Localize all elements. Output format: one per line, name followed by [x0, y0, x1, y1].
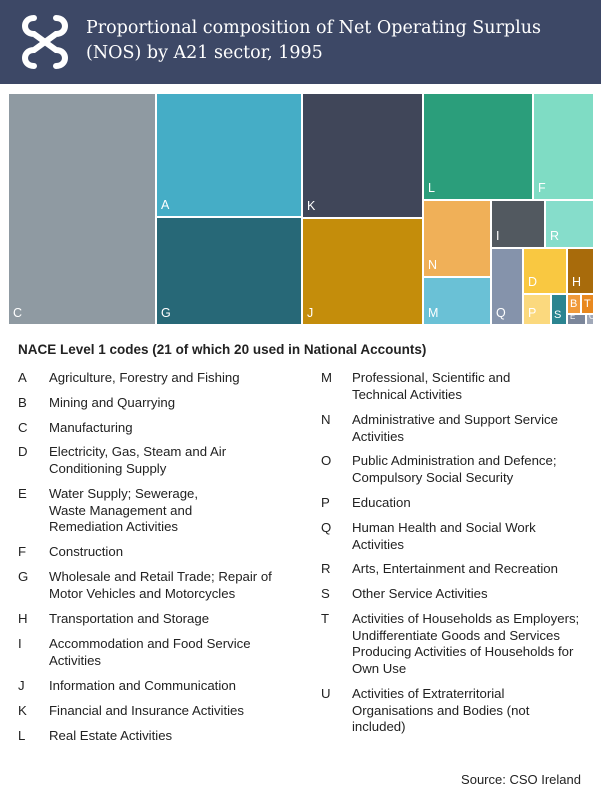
legend-item: [18, 703, 308, 728]
legend-desc: Information and Communication: [49, 678, 236, 693]
treemap-tile-e: [567, 314, 586, 325]
treemap-tile-d: [523, 248, 567, 294]
treemap-chart: [8, 93, 594, 325]
legend-desc: Education: [352, 495, 411, 510]
tile-label: H: [572, 275, 582, 289]
legend-code: B: [18, 395, 27, 410]
legend-item: [321, 561, 591, 586]
legend-code: N: [321, 412, 331, 427]
treemap-tile-l: [423, 93, 533, 200]
treemap-tile-r: [545, 200, 594, 248]
legend-item: [18, 569, 308, 611]
legend-desc: Mining and Quarrying: [49, 395, 176, 410]
header: [0, 0, 601, 84]
tile-label: O: [589, 312, 596, 321]
tile-label: F: [538, 181, 546, 195]
tile-label: L: [428, 181, 435, 195]
legend-code: M: [321, 370, 332, 385]
tile-label: G: [161, 306, 171, 320]
treemap-tile-c: [8, 93, 156, 325]
legend-desc: Arts, Entertainment and Recreation: [352, 561, 558, 576]
legend-title: NACE Level 1 codes (21 of which 20 used in National Accounts): [18, 342, 427, 357]
treemap-tile-g: [156, 217, 302, 325]
tile-label: I: [496, 229, 500, 243]
legend-desc: Water Supply; Sewerage, Waste Management and Remediation Activities: [49, 486, 199, 534]
legend-code: L: [18, 728, 26, 743]
legend-code: D: [18, 444, 28, 459]
legend-code: R: [321, 561, 331, 576]
legend-code: S: [321, 586, 330, 601]
cso-logo-icon: [18, 12, 72, 72]
legend-desc: Accommodation and Food Service Activities: [49, 636, 251, 668]
treemap-tile-s: [551, 294, 567, 325]
tile-label: Q: [496, 306, 506, 320]
treemap-tile-p: [523, 294, 551, 325]
legend-code: O: [321, 453, 332, 468]
legend-desc: Administrative and Support Service Activities: [352, 412, 558, 444]
legend-item: [18, 636, 308, 678]
legend-desc: Construction: [49, 544, 124, 559]
tile-label: N: [428, 258, 438, 272]
treemap-tile-j: [302, 218, 423, 325]
legend-code: H: [18, 611, 28, 626]
legend-desc: Activities of Households as Employers; Undifferentiate Goods and Services Producing Activities of Households for Own Use: [352, 611, 580, 676]
treemap-tile-k: [302, 93, 423, 218]
tile-label: K: [307, 199, 316, 213]
treemap-tile-m: [423, 277, 491, 325]
legend-item: [321, 520, 591, 561]
legend-desc: Public Administration and Defence; Compulsory Social Security: [352, 453, 557, 485]
legend-desc: Manufacturing: [49, 420, 133, 435]
legend-desc: Activities of Extraterritorial Organisations and Bodies (not included): [352, 686, 530, 734]
treemap-tile-i: [491, 200, 545, 248]
legend-code: A: [18, 370, 27, 385]
legend-item: [18, 395, 308, 420]
legend-desc: Professional, Scientific and Technical Activities: [352, 370, 511, 402]
tile-label: M: [428, 306, 439, 320]
treemap-tile-a: [156, 93, 302, 217]
tile-label: E: [570, 312, 576, 321]
tile-label: D: [528, 275, 538, 289]
legend-code: F: [18, 544, 27, 559]
legend-code: I: [18, 636, 22, 651]
legend-desc: Electricity, Gas, Steam and Air Conditioning Supply: [49, 444, 227, 476]
source-note: Source: CSO Ireland: [461, 772, 581, 787]
legend-desc: Agriculture, Forestry and Fishing: [49, 370, 240, 385]
legend-item: [18, 420, 308, 444]
legend-item: [18, 611, 308, 636]
legend-code: G: [18, 569, 29, 584]
legend-desc: Wholesale and Retail Trade; Repair of Motor Vehicles and Motorcycles: [49, 569, 272, 601]
tile-label: C: [13, 306, 23, 320]
legend-code: Q: [321, 520, 332, 535]
tile-label: J: [307, 306, 314, 320]
legend-item: [321, 453, 591, 495]
legend-code: C: [18, 420, 28, 435]
tile-label: A: [161, 198, 170, 212]
legend-item: [18, 370, 308, 395]
tile-label: B: [570, 298, 578, 310]
legend-item: [18, 728, 308, 753]
legend-code: U: [321, 686, 331, 701]
legend-item: [321, 370, 591, 412]
treemap-tile-f: [533, 93, 594, 200]
legend-item: [18, 544, 308, 569]
legend-item: [18, 486, 308, 544]
legend-item: [321, 586, 591, 611]
legend-item: [321, 611, 591, 686]
treemap-tile-n: [423, 200, 491, 277]
tile-label: R: [550, 229, 560, 243]
legend-desc: Human Health and Social Work Activities: [352, 520, 536, 552]
legend-column-right: [321, 370, 591, 744]
legend-item: [321, 495, 591, 520]
chart-title: Proportional composition of Net Operating Surplus (NOS) by A21 sector, 1995: [86, 18, 541, 63]
treemap-tile-q: [491, 248, 523, 325]
legend-item: [18, 678, 308, 703]
legend-code: J: [18, 678, 25, 693]
legend-code: P: [321, 495, 330, 510]
tile-label: S: [554, 309, 562, 321]
tile-label: P: [528, 306, 537, 320]
legend-column-left: [18, 370, 308, 753]
legend-item: [321, 686, 591, 744]
legend-desc: Transportation and Storage: [49, 611, 210, 626]
legend-code: E: [18, 486, 27, 501]
tile-label: T: [584, 298, 591, 310]
treemap-tile-o: [586, 314, 594, 325]
legend-desc: Other Service Activities: [352, 586, 488, 601]
treemap-tile-h: [567, 248, 594, 294]
legend-code: K: [18, 703, 27, 718]
legend-item: [18, 444, 308, 486]
legend-code: T: [321, 611, 330, 626]
legend-desc: Financial and Insurance Activities: [49, 703, 244, 718]
legend-desc: Real Estate Activities: [49, 728, 173, 743]
legend-item: [321, 412, 591, 453]
